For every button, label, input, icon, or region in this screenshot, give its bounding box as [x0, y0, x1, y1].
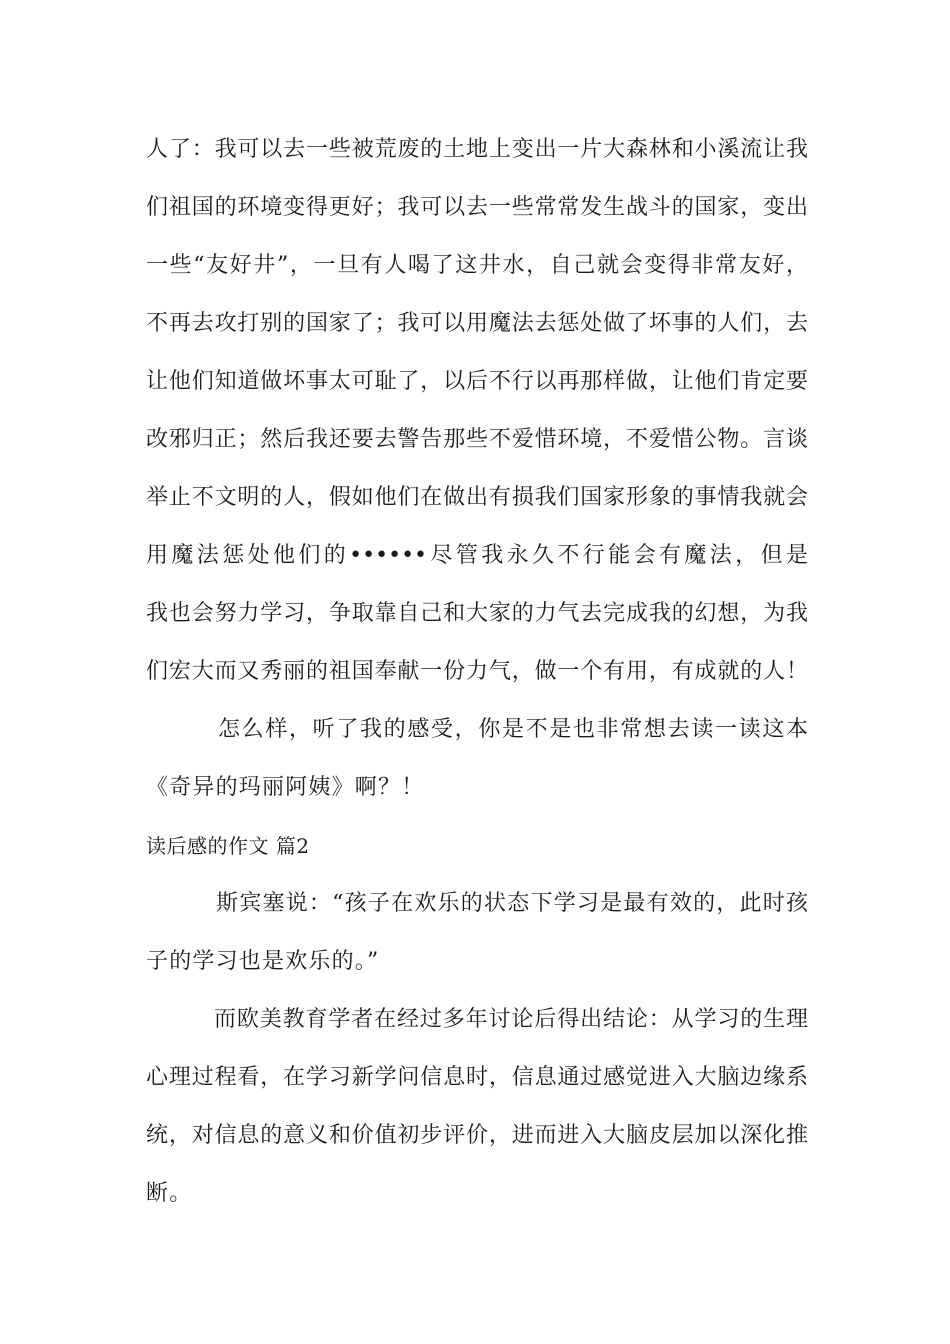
paragraph-line: 心理过程看，在学习新学问信息时，信息通过感觉进入大脑边缘系: [146, 1065, 808, 1090]
section-heading: 读后感的作文 篇2: [146, 834, 310, 858]
paragraph-line: 改邪归正；然后我还要去警告那些不爱惜环境，不爱惜公物。言谈: [146, 427, 808, 452]
paragraph-line: 人了：我可以去一些被荒废的土地上变出一片大森林和小溪流让我: [146, 137, 808, 162]
paragraph-line: 断。: [146, 1181, 193, 1206]
paragraph-line: 不再去攻打别的国家了；我可以用魔法去惩处做了坏事的人们，去: [146, 311, 808, 336]
paragraph-line: 统，对信息的意义和价值初步评价，进而进入大脑皮层加以深化推: [146, 1123, 808, 1148]
paragraph-line: 子的学习也是欢乐的。”: [146, 949, 380, 974]
paragraph-line: 们宏大而又秀丽的祖国奉献一份力气，做一个有用，有成就的人！: [146, 659, 808, 684]
paragraph-line: 我也会努力学习，争取靠自己和大家的力气去完成我的幻想，为我: [146, 601, 808, 626]
paragraph-line: 一些“友好井”，一旦有人喝了这井水，自己就会变得非常友好，: [146, 253, 808, 278]
paragraph-line: 们祖国的环境变得更好；我可以去一些常常发生战斗的国家，变出: [146, 195, 808, 220]
paragraph-line: 斯宾塞说：“孩子在欢乐的状态下学习是最有效的，此时孩: [216, 891, 808, 916]
paragraph-line: 举止不文明的人，假如他们在做出有损我们国家形象的事情我就会: [146, 485, 808, 510]
paragraph-line: 而欧美教育学者在经过多年讨论后得出结论：从学习的生理: [214, 1007, 808, 1032]
paragraph-line: 《奇异的玛丽阿姨》啊？！: [146, 775, 425, 800]
paragraph-line: 怎么样，听了我的感受，你是不是也非常想去读一读这本: [218, 717, 808, 742]
paragraph-line: 让他们知道做坏事太可耻了，以后不行以再那样做，让他们肯定要: [146, 369, 808, 394]
paragraph-line: 用魔法惩处他们的••••••尽管我永久不行能会有魔法，但是: [146, 543, 808, 568]
